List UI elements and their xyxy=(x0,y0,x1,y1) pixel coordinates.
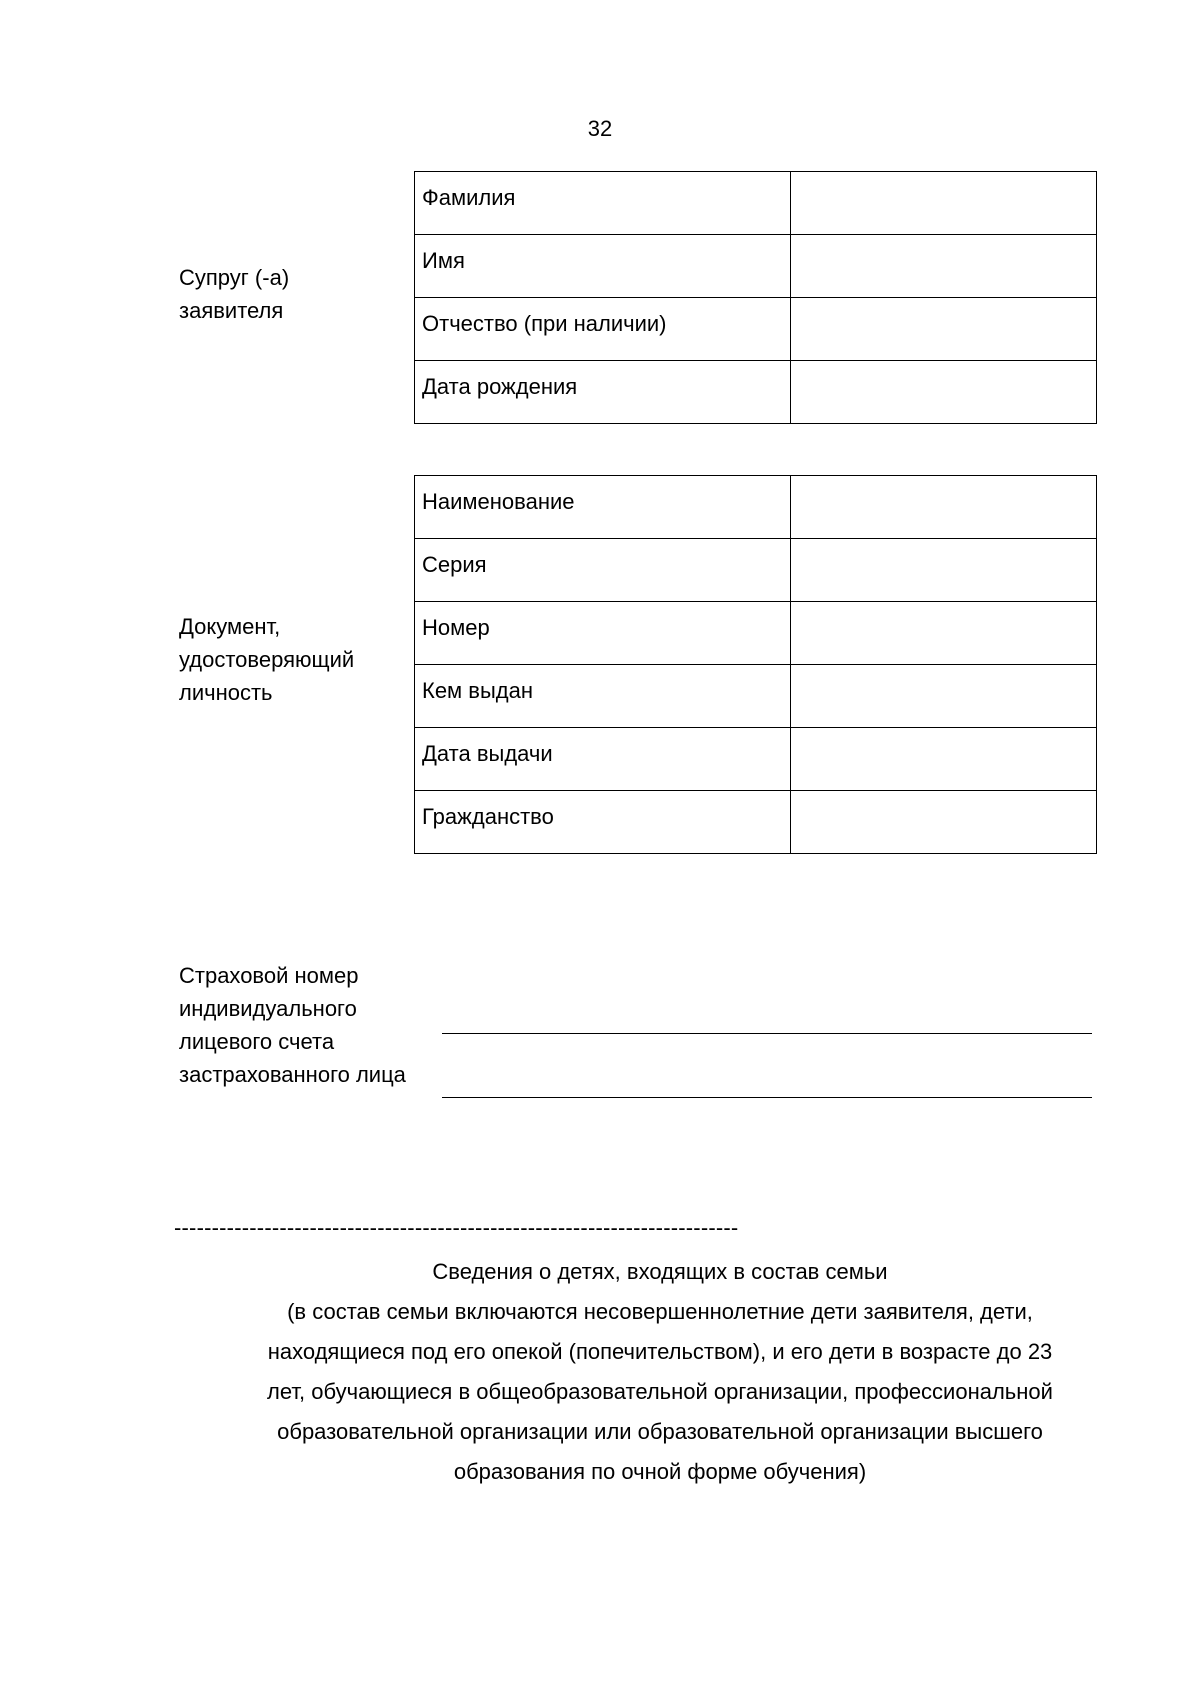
table-row xyxy=(415,665,1097,728)
snils-label-line: лицевого счета xyxy=(179,1029,335,1054)
field-value-citizenship[interactable] xyxy=(791,791,1097,854)
table-row xyxy=(415,602,1097,665)
field-label-first-name: Имя xyxy=(415,235,791,298)
snils-fill-line[interactable] xyxy=(442,1097,1092,1098)
field-label-birth-date: Дата рождения xyxy=(415,361,791,424)
table-row xyxy=(415,298,1097,361)
field-value-number[interactable] xyxy=(791,602,1097,665)
children-info-line: (в состав семьи включаются несовершеннолетние дети заявителя, дети, xyxy=(287,1299,1033,1324)
identity-label-line: личность xyxy=(179,680,273,705)
field-label-patronymic: Отчество (при наличии) xyxy=(415,298,791,361)
table-row xyxy=(415,476,1097,539)
children-info-heading xyxy=(200,1252,1120,1492)
field-value-issue-date[interactable] xyxy=(791,728,1097,791)
table-row xyxy=(415,539,1097,602)
spouse-table xyxy=(414,171,1097,424)
snils-section-label xyxy=(179,959,406,1091)
field-value-patronymic[interactable] xyxy=(791,298,1097,361)
children-info-line: образовательной организации или образовательной организации высшего xyxy=(277,1419,1043,1444)
field-label-citizenship: Гражданство xyxy=(415,791,791,854)
field-value-last-name[interactable] xyxy=(791,172,1097,235)
identity-document-section-label xyxy=(179,610,354,709)
spouse-label-line: Супруг (-а) xyxy=(179,265,290,290)
children-info-line: Сведения о детях, входящих в состав семьи xyxy=(432,1259,888,1284)
identity-document-table xyxy=(414,475,1097,854)
snils-label-line: застрахованного лица xyxy=(179,1062,406,1087)
table-row xyxy=(415,361,1097,424)
snils-label-line: Страховой номер xyxy=(179,963,359,988)
page-number: 32 xyxy=(587,116,613,141)
field-label-series: Серия xyxy=(415,539,791,602)
table-row xyxy=(415,791,1097,854)
snils-fill-line[interactable] xyxy=(442,1033,1092,1034)
field-value-series[interactable] xyxy=(791,539,1097,602)
children-info-line: образования по очной форме обучения) xyxy=(453,1459,867,1484)
identity-label-line: Документ, xyxy=(179,614,281,639)
field-value-first-name[interactable] xyxy=(791,235,1097,298)
field-value-issued-by[interactable] xyxy=(791,665,1097,728)
children-info-line: лет, обучающиеся в общеобразовательной организации, профессиональной xyxy=(267,1379,1053,1404)
identity-label-line: удостоверяющий xyxy=(179,647,355,672)
field-label-issue-date: Дата выдачи xyxy=(415,728,791,791)
field-label-document-name: Наименование xyxy=(415,476,791,539)
field-label-number: Номер xyxy=(415,602,791,665)
table-row xyxy=(415,235,1097,298)
table-row xyxy=(415,728,1097,791)
snils-label-line: индивидуального xyxy=(179,996,357,1021)
field-label-last-name: Фамилия xyxy=(415,172,791,235)
spouse-section-label xyxy=(179,261,289,327)
field-value-birth-date[interactable] xyxy=(791,361,1097,424)
spouse-label-line: заявителя xyxy=(179,298,284,323)
children-info-line: находящиеся под его опекой (попечительством), и его дети в возрасте до 23 xyxy=(267,1339,1053,1364)
table-row xyxy=(415,172,1097,235)
field-value-document-name[interactable] xyxy=(791,476,1097,539)
field-label-issued-by: Кем выдан xyxy=(415,665,791,728)
section-separator: --------------------------------------------------------------------------- xyxy=(174,1215,739,1240)
